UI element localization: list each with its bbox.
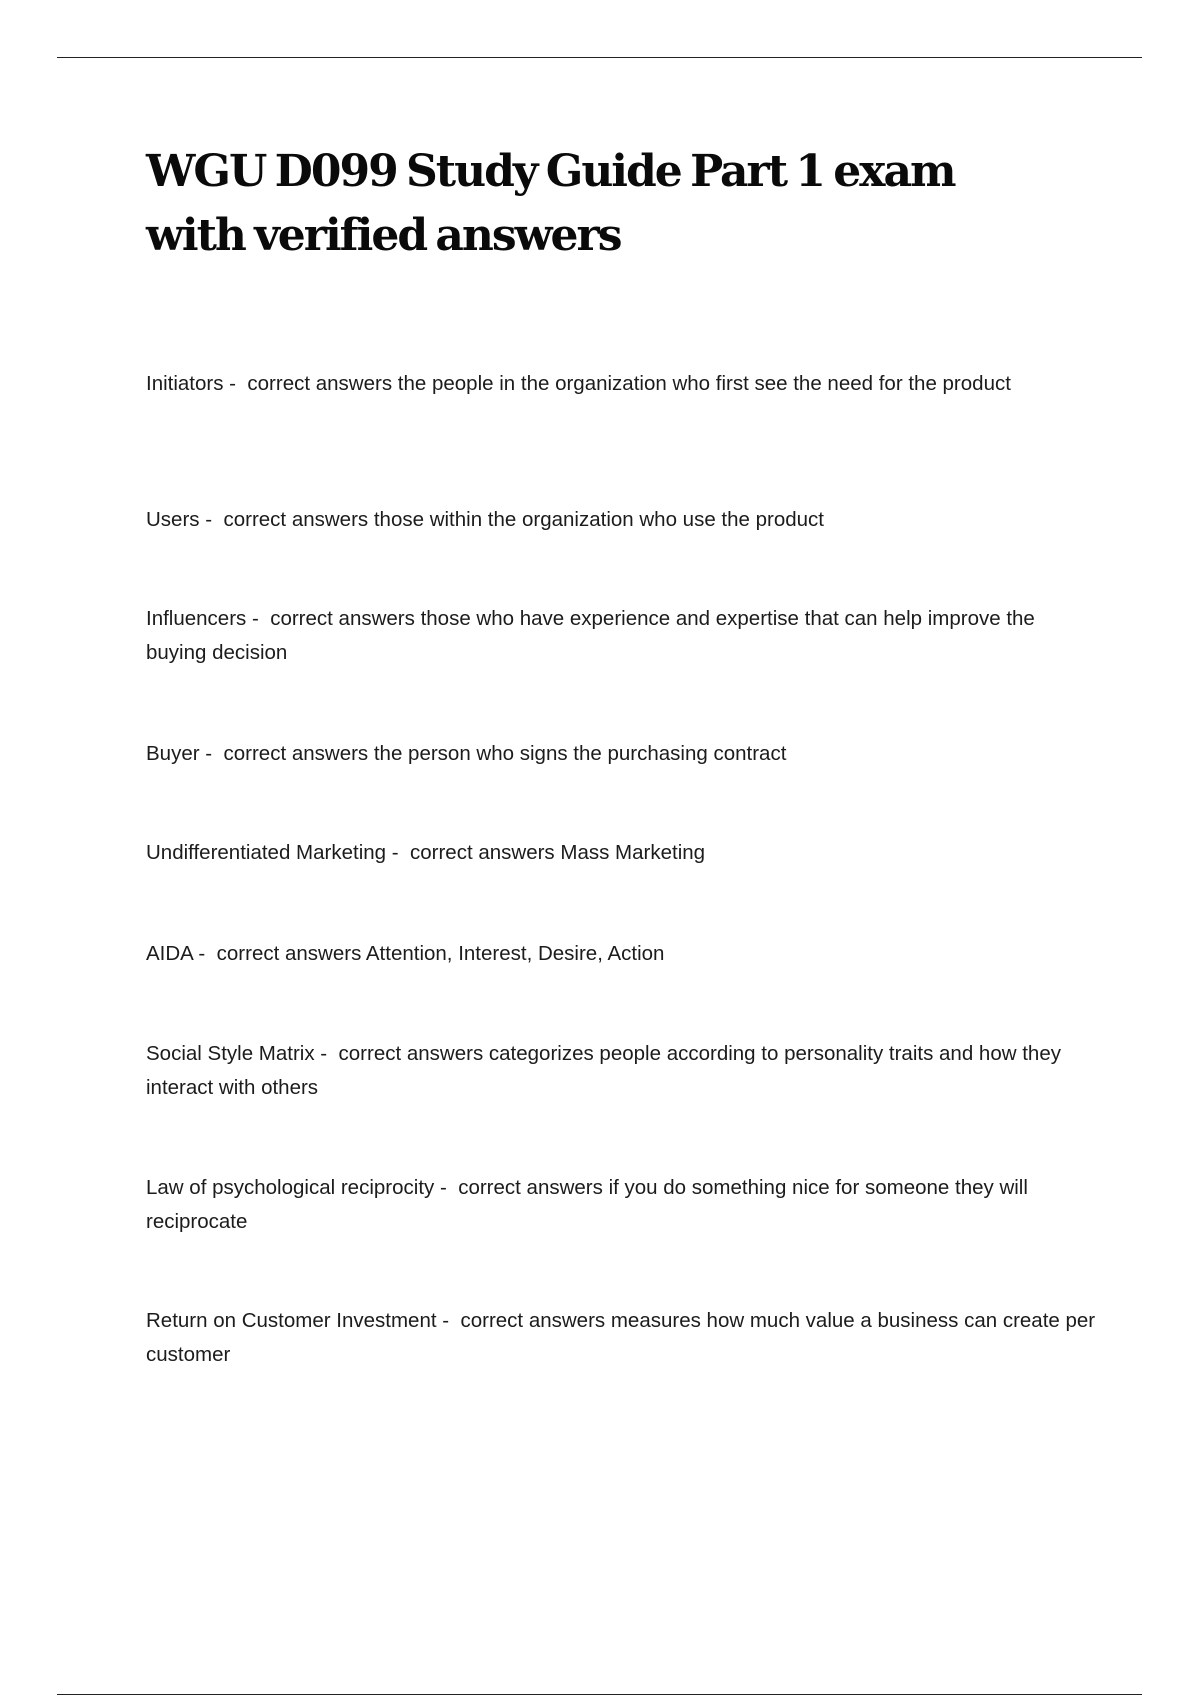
entry-term: Return on Customer Investment (146, 1309, 437, 1332)
qa-entry (146, 503, 1096, 537)
entry-answer: correct answers those who have experience and expertise that can help improve the buying decision (146, 607, 1035, 664)
entry-answer: correct answers Mass Marketing (410, 841, 706, 864)
entry-term: Users (146, 508, 200, 531)
entry-term: Undifferentiated Marketing (146, 841, 387, 864)
qa-entry (146, 1037, 1096, 1105)
entry-term: Law of psychological reciprocity (146, 1176, 435, 1199)
entry-answer: correct answers the person who signs the purchasing contract (223, 742, 787, 765)
footer-rule (57, 1694, 1142, 1695)
entry-answer: correct answers Attention, Interest, Desire, Action (216, 942, 665, 965)
entry-answer: correct answers those within the organization who use the product (223, 508, 824, 531)
entry-answer: correct answers if you do something nice for someone they will reciprocate (146, 1176, 1028, 1233)
entry-separator: - (192, 942, 217, 965)
entry-separator: - (223, 372, 248, 395)
entry-separator: - (314, 1042, 339, 1065)
entry-separator: - (386, 841, 410, 864)
entry-term: Buyer (146, 742, 200, 765)
entry-term: Social Style Matrix (146, 1042, 315, 1065)
qa-entry (146, 836, 1096, 870)
entry-separator: - (434, 1176, 459, 1199)
qa-entry (146, 367, 1096, 401)
qa-entry (146, 737, 1096, 771)
entry-separator: - (246, 607, 271, 630)
entry-separator: - (199, 742, 224, 765)
qa-entry (146, 937, 1096, 971)
qa-entry (146, 1171, 1096, 1239)
entry-answer: correct answers categorizes people according to personality traits and how they interact with others (146, 1042, 1061, 1099)
entry-separator: - (199, 508, 224, 531)
document-title: WGU D099 Study Guide Part 1 exam with verified answers (146, 146, 955, 261)
qa-entry (146, 1304, 1096, 1372)
entry-term: AIDA (146, 942, 193, 965)
entry-answer: correct answers the people in the organization who first see the need for the product (247, 372, 1011, 395)
header-rule (57, 57, 1142, 58)
entry-answer: correct answers measures how much value a business can create per customer (146, 1309, 1096, 1366)
entry-separator: - (436, 1309, 461, 1332)
qa-entry (146, 602, 1096, 670)
entry-term: Influencers (146, 607, 247, 630)
entry-term: Initiators (146, 372, 224, 395)
